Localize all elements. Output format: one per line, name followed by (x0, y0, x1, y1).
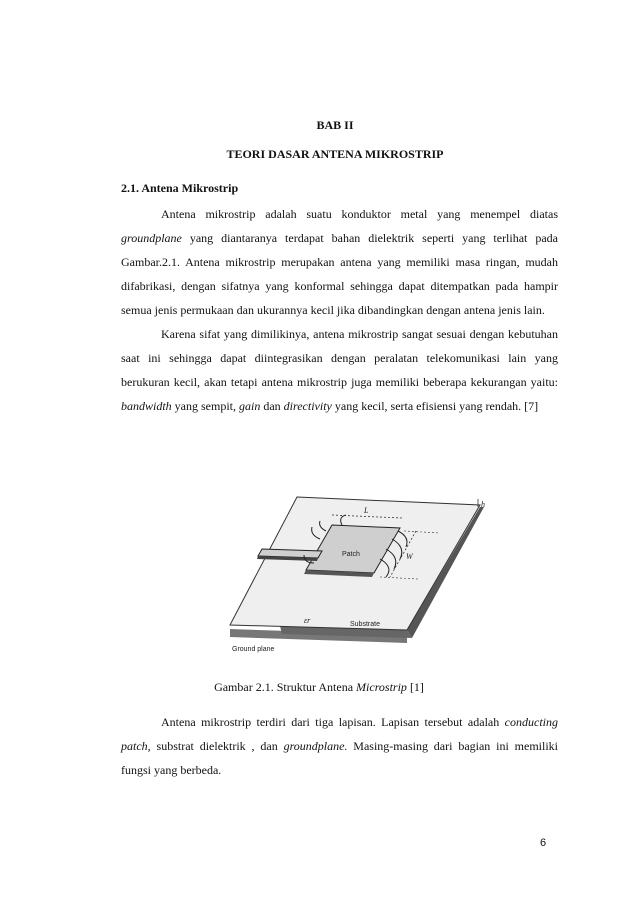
figure-caption (0, 680, 638, 695)
paragraph-3-text-a: Antena mikrostrip terdiri dari tiga lapisan. Lapisan tersebut adalah (161, 715, 505, 729)
caption-suffix: [1] (406, 680, 424, 694)
chapter-number: BAB II (316, 118, 354, 132)
paragraph-3-text-b: substrat dielektrik , dan (150, 739, 284, 753)
caption-italic: Microstrip (356, 680, 407, 694)
term-directivity: directivity (283, 399, 332, 413)
label-patch: Patch (342, 551, 360, 558)
paragraph-1-text-b: yang diantaranya terdapat bahan dielektrik seperti yang terlihat pada Gambar.2.1. Antena mikrostrip merupakan antena yang memiliki masa ringan, mudah difabrikasi, dengan sifatnya yang konformal sehingga dapat ditempatkan pada hampir semua jenis permukaan dan ukurannya kecil jika dibandingkan dengan antena jenis lain. (121, 231, 558, 317)
term-gain: gain (239, 399, 261, 413)
paragraph-2-text-d: yang kecil, serta efisiensi yang rendah. [7] (331, 399, 539, 413)
caption-prefix: Gambar 2.1. Struktur Antena (214, 680, 357, 694)
term-groundplane: groundplane (121, 231, 182, 245)
chapter-title: TEORI DASAR ANTENA MIKROSTRIP (226, 147, 444, 161)
paragraph-1-text-a: Antena mikrostrip adalah suatu konduktor metal yang menempel diatas (161, 207, 558, 221)
paragraph-3-text-c: Masing-masing dari bagian ini memiliki fungsi yang berbeda. (121, 739, 558, 777)
label-ground-plane: Ground plane (232, 646, 275, 653)
section-heading: 2.1. Antena Mikrostrip (121, 181, 239, 195)
label-height: h (481, 500, 485, 509)
paragraph-2-text-b: yang sempit, (171, 399, 239, 413)
term-groundplane-2: groundplane. (283, 739, 348, 753)
label-permittivity: εr (304, 616, 311, 625)
paragraph-2-text-a: Karena sifat yang dimilikinya, antena mikrostrip sangat sesuai dengan kebutuhan saat ini sehingga dapat diintegrasikan dengan peralatan telekomunikasi lain yang berukuran kecil, akan tetapi antena mikrostrip juga memiliki beberapa kekurangan yaitu: (121, 327, 558, 389)
label-length: L (364, 506, 369, 515)
label-substrate: Substrate (350, 621, 380, 628)
paragraph-1 (121, 202, 558, 322)
term-conducting-patch: conducting patch, (121, 715, 558, 753)
label-width: W (406, 552, 413, 561)
microstrip-antenna-figure (222, 493, 490, 657)
paragraph-2-text-c: dan (260, 399, 284, 413)
page-number: 6 (540, 837, 547, 849)
paragraph-2 (121, 322, 558, 418)
paragraph-3 (121, 710, 558, 782)
term-bandwidth: bandwidth (121, 399, 172, 413)
